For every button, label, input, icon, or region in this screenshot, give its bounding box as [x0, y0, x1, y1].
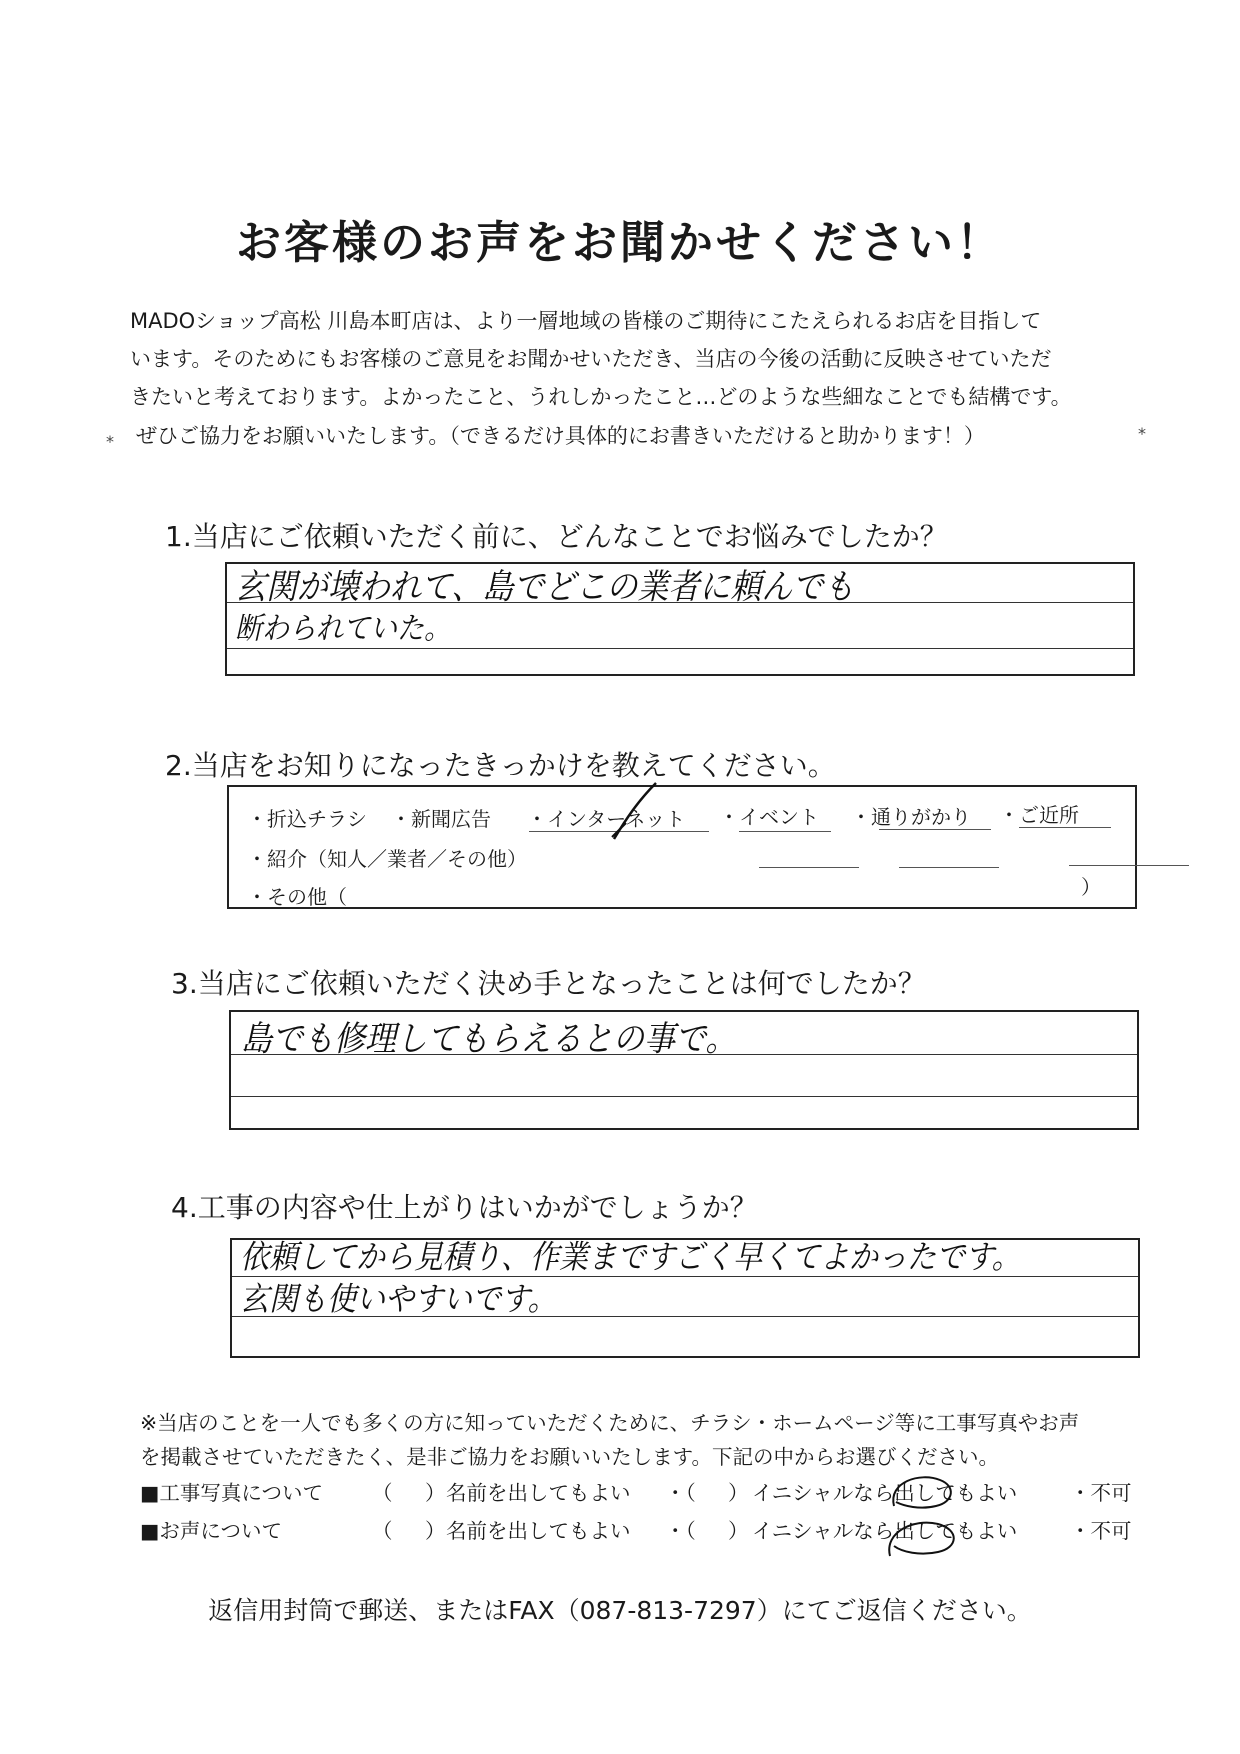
consent-close-paren: ） [425, 1481, 446, 1505]
intro-line-3: きたいと考えております。よかったこと、うれしかったこと…どのような些細なことでも結構です。 [130, 385, 1072, 409]
option-event[interactable]: ・イベント [719, 805, 819, 829]
answer-line [227, 648, 1133, 649]
intro-line-2: います。そのためにもお客様のご意見をお聞かせいただき、当店の今後の活動に反映させていただ [130, 347, 1052, 371]
question-3-label: 3.当店にご依頼いただく決め手となったことは何でしたか？ [171, 967, 926, 1000]
option-neighborhood[interactable]: ・ご近所 [999, 803, 1079, 827]
question-2-options-box [227, 785, 1137, 909]
consent-row-photos [140, 1474, 1140, 1510]
margin-mark-left: * [106, 432, 114, 451]
answer-line [1019, 827, 1111, 828]
question-1-answer-line-2: 断わられていた。 [235, 611, 451, 647]
option-internet[interactable]: ・インターネット [527, 807, 686, 831]
answer-line [1069, 865, 1189, 866]
page-title: お客様のお声をお聞かせください！ [235, 216, 1004, 269]
intro-line-4: ぜひご協力をお願いいたします。（できるだけ具体的にお書きいただけると助かります！） [136, 424, 985, 448]
consent-option-name[interactable]: 名前を出してもよい [446, 1481, 631, 1505]
question-2-label: 2.当店をお知りになったきっかけを教えてください。 [165, 749, 836, 782]
answer-line [231, 1096, 1137, 1097]
consent-option-refuse[interactable]: ・不可 [1070, 1519, 1132, 1543]
answer-line [739, 831, 831, 832]
option-flyer[interactable]: ・折込チラシ [247, 807, 367, 831]
question-4-answer-line-1: 依頼してから見積り、作業まですごく早くてよかったです。 [240, 1237, 1021, 1276]
consent-option-name[interactable]: 名前を出してもよい [446, 1519, 631, 1543]
consent-option-initials[interactable]: イニシャルなら出してもよい [752, 1519, 1018, 1543]
consent-open-paren[interactable]: （ [372, 1519, 393, 1543]
answer-line [759, 867, 859, 868]
answer-line [899, 867, 999, 868]
question-3-answer-box[interactable] [229, 1010, 1139, 1130]
option-newspaper[interactable]: ・新聞広告 [391, 807, 491, 831]
consent-option-initials-paren[interactable]: ・（ [665, 1519, 696, 1543]
option-passing-by[interactable]: ・通りがかり [851, 805, 971, 829]
selection-circle-icon [880, 1468, 970, 1560]
return-instructions: 返信用封筒で郵送、またはFAX（087-813-7297）にてご返信ください。 [208, 1596, 1032, 1625]
question-1-label: 1.当店にご依頼いただく前に、どんなことでお悩みでしたか？ [165, 520, 948, 553]
question-4-answer-box[interactable] [230, 1238, 1140, 1358]
option-referral[interactable]: ・紹介（知人／業者／その他） [247, 847, 527, 871]
consent-row-voice [140, 1512, 1140, 1548]
question-3-answer-line-1: 島でも修理してもらえるとの事で。 [241, 1018, 737, 1060]
answer-line [879, 829, 991, 830]
consent-close-paren: ） [728, 1519, 749, 1543]
question-1-answer-line-1: 玄関が壊われて、島でどこの業者に頼んでも [235, 566, 855, 608]
consent-close-paren: ） [425, 1519, 446, 1543]
consent-row-label: ■工事写真について [140, 1481, 323, 1505]
margin-mark-right: * [1138, 424, 1146, 443]
consent-close-paren: ） [728, 1481, 749, 1505]
option-other-close: ） [1081, 875, 1101, 899]
consent-open-paren[interactable]: （ [372, 1481, 393, 1505]
question-4-answer-line-2: 玄関も使いやすいです。 [240, 1279, 557, 1318]
consent-note-line-2: を掲載させていただきたく、是非ご協力をお願いいたします。下記の中からお選びください。 [140, 1445, 999, 1469]
consent-option-refuse[interactable]: ・不可 [1070, 1481, 1132, 1505]
question-1-answer-box[interactable] [225, 562, 1135, 676]
question-4-label: 4.工事の内容や仕上がりはいかがでしょうか？ [171, 1191, 758, 1224]
selection-checkmark-icon [604, 779, 664, 849]
consent-row-label: ■お声について [140, 1519, 282, 1543]
consent-option-initials[interactable]: イニシャルなら出してもよい [752, 1481, 1018, 1505]
consent-option-initials-paren[interactable]: ・（ [665, 1481, 696, 1505]
intro-line-1: MADOショップ高松 川島本町店は、より一層地域の皆様のご期待にこたえられるお店を目指して [130, 309, 1042, 333]
option-other[interactable]: ・その他（ [247, 885, 347, 909]
consent-note-line-1: ※当店のことを一人でも多くの方に知っていただくために、チラシ・ホームページ等に工事写真やお声 [140, 1411, 1080, 1435]
